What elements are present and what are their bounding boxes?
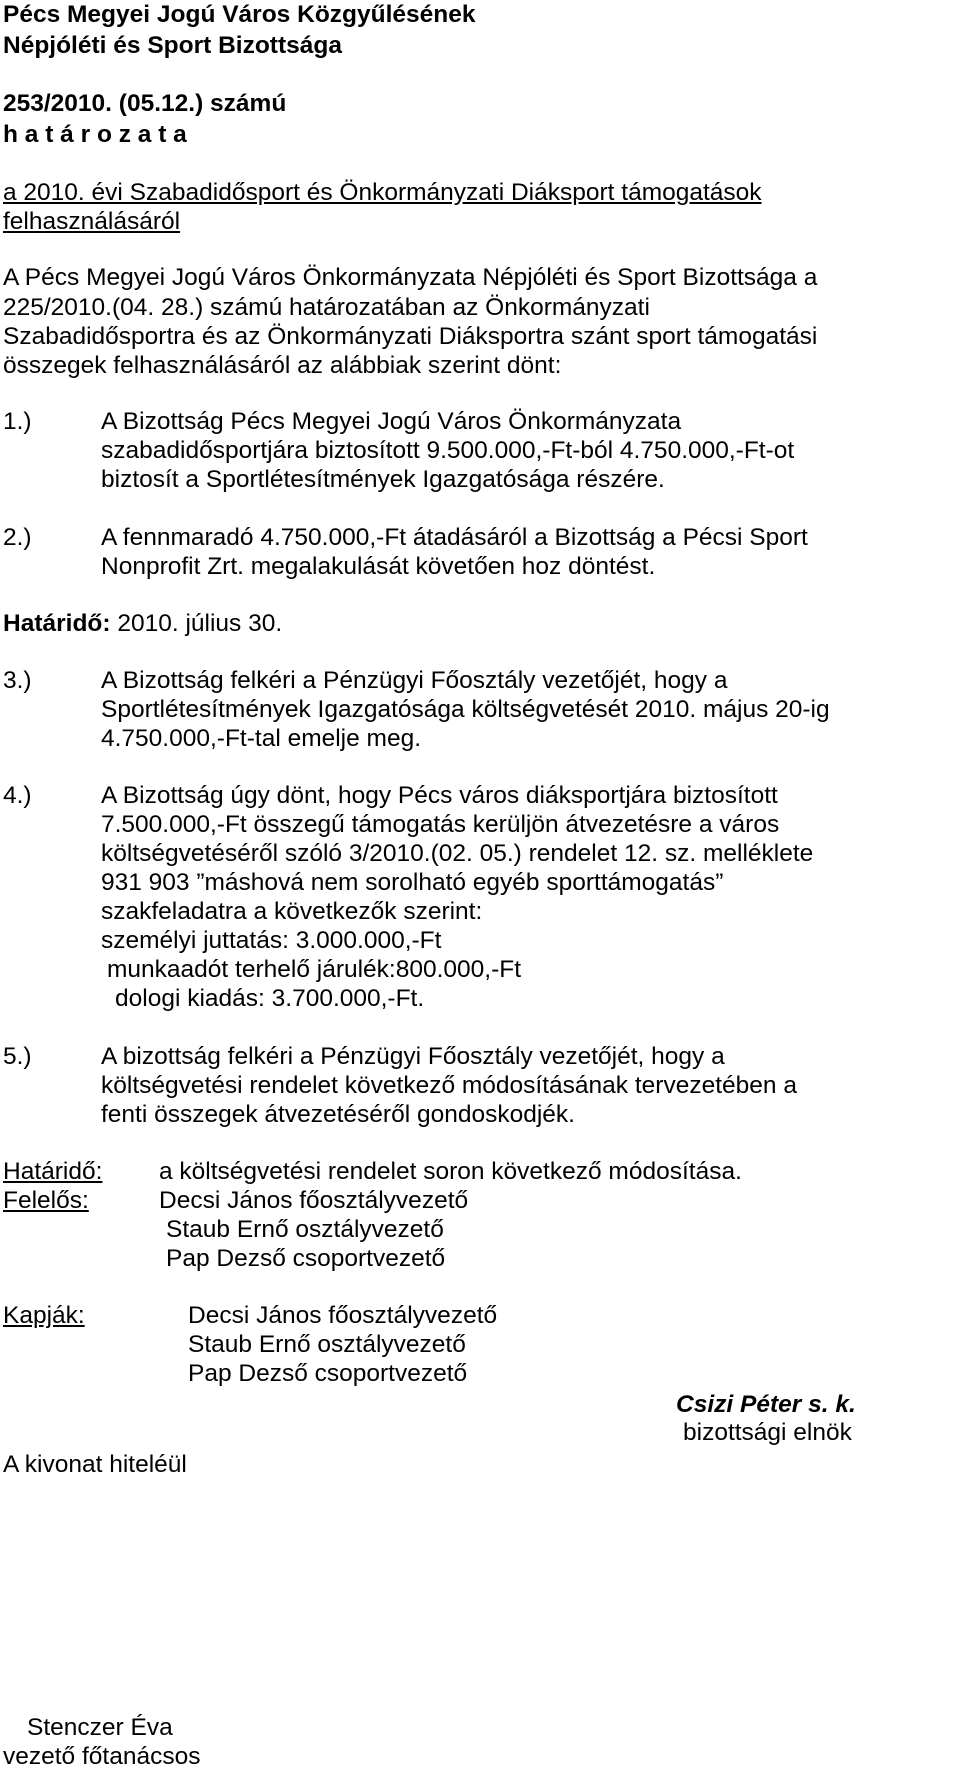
org-name-line1: Pécs Megyei Jogú Város Közgyűlésének [3,1,476,28]
deadline-1 [3,612,282,637]
point-4-line: A Bizottság úgy dönt, hogy Pécs város diáksportjára biztosított [101,782,778,809]
intro-line: A Pécs Megyei Jogú Város Önkormányzata Népjóléti és Sport Bizottsága a [3,264,818,291]
point-5-line: fenti összegek átvezetéséről gondoskodjék. [101,1101,575,1128]
responsible-person: Decsi János főosztályvezető [159,1187,469,1214]
point-4-line: költségvetéséről szóló 3/2010.(02. 05.) rendelet 12. sz. melléklete [101,840,814,867]
recipients-label: Kapják: [3,1302,85,1329]
deadline-2-value: a költségvetési rendelet soron következő módosítása. [159,1158,742,1185]
certifier-name: Stenczer Éva [27,1714,173,1741]
intro-line: összegek felhasználásáról az alábbiak szerint dönt: [3,352,562,379]
recipient: Pap Dezső csoportvezető [188,1360,468,1387]
org-name-line2: Népjóléti és Sport Bizottsága [3,32,342,59]
certified-label: A kivonat hiteléül [3,1451,187,1478]
signer-name: Csizi Péter s. k. [676,1391,856,1418]
intro-line: Szabadidősportra és az Önkormányzati Diáksportra szánt sport támogatási [3,323,818,350]
point-3-line: A Bizottság felkéri a Pénzügyi Főosztály vezetőjét, hogy a [101,667,728,694]
point-4-line: szakfeladatra a következők szerint: [101,898,483,925]
point-3-line: Sportlétesítmények Igazgatósága költségvetését 2010. május 20-ig [101,696,830,723]
subject-line1: a 2010. évi Szabadidősport és Önkormányzati Diáksport támogatások [3,179,762,206]
point-number: 2.) [3,524,32,551]
signer-title: bizottsági elnök [683,1419,852,1446]
point-3-line: 4.750.000,-Ft-tal emelje meg. [101,725,422,752]
point-1-line: biztosít a Sportlétesítmények Igazgatósága részére. [101,466,665,493]
point-2-line: A fennmaradó 4.750.000,-Ft átadásáról a Bizottság a Pécsi Sport [101,524,808,551]
point-4-item: munkaadót terhelő járulék:800.000,-Ft [107,956,522,983]
responsible-person: Pap Dezső csoportvezető [166,1245,446,1272]
deadline-1-value: 2010. július 30. [110,610,283,637]
point-number: 3.) [3,667,32,694]
point-1-line: A Bizottság Pécs Megyei Jogú Város Önkormányzata [101,408,682,435]
recipient: Decsi János főosztályvezető [188,1302,498,1329]
responsible-person: Staub Ernő osztályvezető [166,1216,444,1243]
subject-line2: felhasználásáról [3,208,181,235]
point-5-line: költségvetési rendelet következő módosításának tervezetében a [101,1072,797,1099]
point-4-item: személyi juttatás: 3.000.000,-Ft [101,927,442,954]
responsible-label: Felelős: [3,1187,89,1214]
point-number: 4.) [3,782,32,809]
point-number: 5.) [3,1043,32,1070]
point-4-line: 7.500.000,-Ft összegű támogatás kerüljön átvezetésre a város [101,811,780,838]
resolution-number: 253/2010. (05.12.) számú [3,90,287,117]
point-number: 1.) [3,408,32,435]
point-4-item: dologi kiadás: 3.700.000,-Ft. [115,985,425,1012]
recipient: Staub Ernő osztályvezető [188,1331,466,1358]
point-4-line: 931 903 ”máshová nem sorolható egyéb sporttámogatás” [101,869,724,896]
deadline-1-label: Határidő: [3,610,111,637]
point-1-line: szabadidősportjára biztosított 9.500.000,-Ft-ból 4.750.000,-Ft-ot [101,437,795,464]
point-2-line: Nonprofit Zrt. megalakulását követően hoz döntést. [101,553,656,580]
deadline-2-label: Határidő: [3,1158,103,1185]
intro-line: 225/2010.(04. 28.) számú határozatában az Önkormányzati [3,294,650,321]
resolution-word: h a t á r o z a t a [3,121,187,148]
certifier-title: vezető főtanácsos [3,1743,201,1770]
point-5-line: A bizottság felkéri a Pénzügyi Főosztály vezetőjét, hogy a [101,1043,725,1070]
